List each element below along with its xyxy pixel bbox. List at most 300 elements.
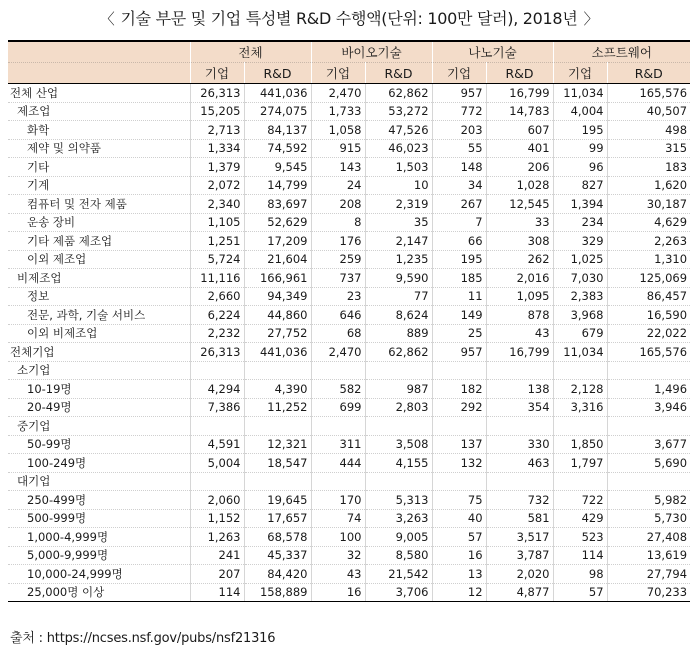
cell-rnd: 2,263: [607, 232, 690, 251]
cell-rnd: 5,730: [607, 509, 690, 528]
subheader-firms: 기업: [553, 63, 607, 84]
row-label: 50-99명: [8, 435, 190, 454]
cell-rnd: 5,690: [607, 454, 690, 473]
row-label: 소기업: [8, 361, 190, 380]
cell-rnd: 987: [365, 380, 432, 399]
table-row: [8, 491, 690, 510]
cell-firms: 699: [311, 398, 365, 417]
cell-firms: 176: [311, 232, 365, 251]
table-row: [8, 102, 690, 121]
group-header-software: 소프트웨어: [553, 41, 690, 63]
cell-firms: 40: [432, 509, 486, 528]
cell-rnd: 8,624: [365, 306, 432, 325]
cell-firms: 646: [311, 306, 365, 325]
cell-rnd: 401: [486, 139, 553, 158]
cell-rnd: 30,187: [607, 195, 690, 214]
cell-firms: 16: [311, 583, 365, 602]
cell-rnd: 10: [365, 176, 432, 195]
table-row: [8, 195, 690, 214]
cell-firms: 3,316: [553, 398, 607, 417]
cell-firms: 679: [553, 324, 607, 343]
table-row: [8, 213, 690, 232]
cell-firms: 957: [432, 343, 486, 362]
subheader-firms: 기업: [432, 63, 486, 84]
cell-rnd: 3,517: [486, 528, 553, 547]
row-label: 이외 제조업: [8, 250, 190, 269]
cell-rnd: 21,604: [244, 250, 311, 269]
cell-firms: 132: [432, 454, 486, 473]
cell-firms: 100: [311, 528, 365, 547]
table-row: [8, 269, 690, 288]
row-label: 컴퓨터 및 전자 제품: [8, 195, 190, 214]
cell-firms: 4,591: [190, 435, 244, 454]
cell-rnd: 70,233: [607, 583, 690, 602]
row-label: 20-49명: [8, 398, 190, 417]
cell-rnd: 40,507: [607, 102, 690, 121]
cell-firms: 114: [553, 546, 607, 565]
subheader-rnd: R&D: [486, 63, 553, 84]
cell-rnd: 9,005: [365, 528, 432, 547]
cell-firms: 6,224: [190, 306, 244, 325]
cell-rnd: 84,137: [244, 121, 311, 140]
row-label: 100-249명: [8, 454, 190, 473]
table-row: [8, 380, 690, 399]
cell-rnd: 165,576: [607, 343, 690, 362]
row-label: 기계: [8, 176, 190, 195]
cell-firms: 26,313: [190, 84, 244, 103]
cell-firms: 523: [553, 528, 607, 547]
cell-firms: 203: [432, 121, 486, 140]
cell-rnd: 53,272: [365, 102, 432, 121]
row-label: 비제조업: [8, 269, 190, 288]
cell-rnd: 68,578: [244, 528, 311, 547]
cell-rnd: 62,862: [365, 343, 432, 362]
table-row: [8, 250, 690, 269]
cell-firms: 2,232: [190, 324, 244, 343]
cell-firms: 195: [432, 250, 486, 269]
cell-firms: 1,105: [190, 213, 244, 232]
cell-firms: 13: [432, 565, 486, 584]
cell-rnd: [486, 361, 553, 380]
cell-firms: 2,060: [190, 491, 244, 510]
cell-firms: 195: [553, 121, 607, 140]
cell-firms: 15,205: [190, 102, 244, 121]
cell-firms: 582: [311, 380, 365, 399]
cell-rnd: 27,408: [607, 528, 690, 547]
row-label: 10-19명: [8, 380, 190, 399]
cell-firms: 444: [311, 454, 365, 473]
cell-rnd: 3,677: [607, 435, 690, 454]
cell-rnd: [365, 361, 432, 380]
cell-rnd: 166,961: [244, 269, 311, 288]
cell-rnd: 1,235: [365, 250, 432, 269]
cell-firms: [432, 472, 486, 491]
table-row: [8, 361, 690, 380]
cell-rnd: 138: [486, 380, 553, 399]
cell-rnd: [607, 361, 690, 380]
cell-rnd: 74,592: [244, 139, 311, 158]
cell-rnd: 607: [486, 121, 553, 140]
row-label: 25,000명 이상: [8, 583, 190, 602]
cell-rnd: 2,147: [365, 232, 432, 251]
cell-firms: 5,724: [190, 250, 244, 269]
cell-rnd: 1,310: [607, 250, 690, 269]
cell-rnd: 1,503: [365, 158, 432, 177]
row-label: 정보: [8, 287, 190, 306]
subheader-rnd: R&D: [365, 63, 432, 84]
cell-firms: 182: [432, 380, 486, 399]
cell-firms: [311, 472, 365, 491]
table-body: [8, 84, 690, 602]
cell-rnd: 21,542: [365, 565, 432, 584]
table-row: [8, 139, 690, 158]
row-label: 화학: [8, 121, 190, 140]
cell-firms: 34: [432, 176, 486, 195]
cell-rnd: 308: [486, 232, 553, 251]
cell-firms: [553, 417, 607, 436]
cell-rnd: 158,889: [244, 583, 311, 602]
cell-firms: 2,713: [190, 121, 244, 140]
row-label: 전문, 과학, 기술 서비스: [8, 306, 190, 325]
cell-rnd: [607, 417, 690, 436]
cell-rnd: 86,457: [607, 287, 690, 306]
cell-firms: 329: [553, 232, 607, 251]
cell-rnd: 18,547: [244, 454, 311, 473]
cell-rnd: [244, 417, 311, 436]
cell-rnd: 46,023: [365, 139, 432, 158]
subheader-rnd: R&D: [244, 63, 311, 84]
cell-rnd: 441,036: [244, 84, 311, 103]
cell-firms: [311, 417, 365, 436]
cell-firms: 2,470: [311, 343, 365, 362]
cell-firms: 259: [311, 250, 365, 269]
table-row: [8, 84, 690, 103]
cell-rnd: 77: [365, 287, 432, 306]
cell-firms: 26,313: [190, 343, 244, 362]
subheader-firms: 기업: [311, 63, 365, 84]
cell-rnd: 17,657: [244, 509, 311, 528]
cell-rnd: 5,313: [365, 491, 432, 510]
cell-rnd: 165,576: [607, 84, 690, 103]
cell-firms: 149: [432, 306, 486, 325]
cell-rnd: 19,645: [244, 491, 311, 510]
cell-firms: 11,116: [190, 269, 244, 288]
table-row: [8, 121, 690, 140]
cell-rnd: 84,420: [244, 565, 311, 584]
cell-firms: 429: [553, 509, 607, 528]
cell-rnd: [607, 472, 690, 491]
table-title: [0, 6, 698, 32]
cell-rnd: 274,075: [244, 102, 311, 121]
cell-rnd: [244, 472, 311, 491]
cell-firms: 148: [432, 158, 486, 177]
cell-firms: 99: [553, 139, 607, 158]
cell-rnd: 354: [486, 398, 553, 417]
cell-rnd: 43: [486, 324, 553, 343]
cell-firms: [190, 361, 244, 380]
cell-firms: 1,733: [311, 102, 365, 121]
table-row: [8, 583, 690, 602]
cell-rnd: 463: [486, 454, 553, 473]
header-corner: [8, 41, 190, 63]
cell-firms: [432, 361, 486, 380]
cell-firms: 16: [432, 546, 486, 565]
cell-firms: 11,034: [553, 343, 607, 362]
row-label: 이외 비제조업: [8, 324, 190, 343]
title-text: 기술 부문 및 기업 특성별 R&D 수행액(단위: 100만 달러), 2018년: [120, 9, 578, 28]
cell-rnd: [365, 417, 432, 436]
cell-firms: 292: [432, 398, 486, 417]
cell-rnd: 8,580: [365, 546, 432, 565]
cell-rnd: 13,619: [607, 546, 690, 565]
cell-rnd: 12,545: [486, 195, 553, 214]
cell-rnd: 4,877: [486, 583, 553, 602]
cell-rnd: 44,860: [244, 306, 311, 325]
cell-rnd: 889: [365, 324, 432, 343]
cell-firms: 2,470: [311, 84, 365, 103]
row-label: 기타 제품 제조업: [8, 232, 190, 251]
cell-firms: 57: [432, 528, 486, 547]
cell-firms: 11,034: [553, 84, 607, 103]
cell-firms: [553, 361, 607, 380]
cell-rnd: 4,155: [365, 454, 432, 473]
cell-firms: 207: [190, 565, 244, 584]
table-row: [8, 417, 690, 436]
cell-firms: 2,660: [190, 287, 244, 306]
cell-firms: 1,797: [553, 454, 607, 473]
cell-firms: 23: [311, 287, 365, 306]
subheader-rnd: R&D: [607, 63, 690, 84]
cell-firms: 957: [432, 84, 486, 103]
cell-rnd: 262: [486, 250, 553, 269]
cell-firms: 3,968: [553, 306, 607, 325]
table-row: [8, 509, 690, 528]
row-label: 전체 산업: [8, 84, 190, 103]
cell-rnd: 4,390: [244, 380, 311, 399]
cell-firms: 827: [553, 176, 607, 195]
row-label: 기타: [8, 158, 190, 177]
cell-rnd: 3,508: [365, 435, 432, 454]
cell-rnd: [244, 361, 311, 380]
title-bracket-right: 〉: [583, 10, 599, 28]
cell-firms: 7,386: [190, 398, 244, 417]
cell-rnd: 2,319: [365, 195, 432, 214]
table-row: [8, 454, 690, 473]
cell-rnd: 11,252: [244, 398, 311, 417]
cell-rnd: 9,545: [244, 158, 311, 177]
cell-firms: [553, 472, 607, 491]
cell-firms: 2,128: [553, 380, 607, 399]
cell-firms: [190, 472, 244, 491]
cell-rnd: 3,946: [607, 398, 690, 417]
cell-rnd: 52,629: [244, 213, 311, 232]
cell-firms: 143: [311, 158, 365, 177]
cell-firms: 7,030: [553, 269, 607, 288]
table-row: [8, 546, 690, 565]
cell-firms: 43: [311, 565, 365, 584]
cell-rnd: 4,629: [607, 213, 690, 232]
cell-rnd: 581: [486, 509, 553, 528]
cell-firms: [311, 361, 365, 380]
cell-rnd: 47,526: [365, 121, 432, 140]
group-header-bio: 바이오기술: [311, 41, 432, 63]
cell-rnd: 1,620: [607, 176, 690, 195]
cell-firms: 2,340: [190, 195, 244, 214]
cell-firms: 1,263: [190, 528, 244, 547]
cell-firms: [190, 417, 244, 436]
table-row: [8, 435, 690, 454]
cell-rnd: 12,321: [244, 435, 311, 454]
cell-rnd: 27,794: [607, 565, 690, 584]
cell-firms: 234: [553, 213, 607, 232]
cell-firms: 66: [432, 232, 486, 251]
cell-rnd: 3,706: [365, 583, 432, 602]
cell-rnd: 27,752: [244, 324, 311, 343]
cell-firms: 170: [311, 491, 365, 510]
cell-rnd: 9,590: [365, 269, 432, 288]
table-row: [8, 287, 690, 306]
row-label: 제약 및 의약품: [8, 139, 190, 158]
table-row: [8, 398, 690, 417]
cell-firms: 1,058: [311, 121, 365, 140]
table-row: [8, 176, 690, 195]
table-row: [8, 158, 690, 177]
cell-rnd: 498: [607, 121, 690, 140]
row-label: 대기업: [8, 472, 190, 491]
cell-firms: 98: [553, 565, 607, 584]
subheader-firms: 기업: [190, 63, 244, 84]
cell-firms: 8: [311, 213, 365, 232]
cell-firms: 4,294: [190, 380, 244, 399]
row-label: 500-999명: [8, 509, 190, 528]
cell-rnd: 45,337: [244, 546, 311, 565]
cell-rnd: 206: [486, 158, 553, 177]
cell-rnd: 62,862: [365, 84, 432, 103]
cell-rnd: 441,036: [244, 343, 311, 362]
table-row: [8, 306, 690, 325]
cell-rnd: 732: [486, 491, 553, 510]
header-corner-2: [8, 63, 190, 84]
cell-firms: 2,072: [190, 176, 244, 195]
cell-firms: 1,152: [190, 509, 244, 528]
cell-rnd: 17,209: [244, 232, 311, 251]
cell-rnd: 94,349: [244, 287, 311, 306]
cell-rnd: 35: [365, 213, 432, 232]
group-header-total: 전체: [190, 41, 311, 63]
cell-firms: [432, 417, 486, 436]
cell-firms: 74: [311, 509, 365, 528]
cell-firms: 1,251: [190, 232, 244, 251]
cell-firms: 1,025: [553, 250, 607, 269]
cell-rnd: 125,069: [607, 269, 690, 288]
row-label: 제조업: [8, 102, 190, 121]
cell-firms: 1,394: [553, 195, 607, 214]
cell-firms: 55: [432, 139, 486, 158]
row-label: 중기업: [8, 417, 190, 436]
cell-firms: 137: [432, 435, 486, 454]
source-note: 출처 : https://ncses.nsf.gov/pubs/nsf21316: [10, 631, 276, 646]
cell-rnd: 1,028: [486, 176, 553, 195]
cell-firms: 68: [311, 324, 365, 343]
cell-rnd: 14,799: [244, 176, 311, 195]
cell-rnd: 1,095: [486, 287, 553, 306]
cell-firms: 7: [432, 213, 486, 232]
cell-firms: 24: [311, 176, 365, 195]
title-bracket-left: 〈: [99, 10, 115, 28]
cell-rnd: 16,799: [486, 84, 553, 103]
cell-rnd: 16,590: [607, 306, 690, 325]
cell-firms: 5,004: [190, 454, 244, 473]
cell-firms: 311: [311, 435, 365, 454]
cell-rnd: 330: [486, 435, 553, 454]
cell-rnd: 2,803: [365, 398, 432, 417]
cell-rnd: 33: [486, 213, 553, 232]
row-label: 10,000-24,999명: [8, 565, 190, 584]
cell-rnd: 5,982: [607, 491, 690, 510]
cell-firms: 772: [432, 102, 486, 121]
cell-firms: 11: [432, 287, 486, 306]
cell-firms: 737: [311, 269, 365, 288]
cell-firms: 4,004: [553, 102, 607, 121]
cell-rnd: [486, 417, 553, 436]
table-row: [8, 472, 690, 491]
table-row: [8, 324, 690, 343]
cell-firms: 57: [553, 583, 607, 602]
cell-firms: 32: [311, 546, 365, 565]
cell-rnd: 878: [486, 306, 553, 325]
cell-rnd: 2,016: [486, 269, 553, 288]
cell-rnd: 83,697: [244, 195, 311, 214]
cell-firms: 1,850: [553, 435, 607, 454]
table-row: [8, 232, 690, 251]
cell-rnd: 1,496: [607, 380, 690, 399]
cell-firms: 1,379: [190, 158, 244, 177]
cell-firms: 722: [553, 491, 607, 510]
cell-firms: 915: [311, 139, 365, 158]
row-label: 250-499명: [8, 491, 190, 510]
rnd-table: [8, 40, 690, 602]
row-label: 전체기업: [8, 343, 190, 362]
cell-rnd: 16,799: [486, 343, 553, 362]
cell-firms: 114: [190, 583, 244, 602]
cell-rnd: 3,787: [486, 546, 553, 565]
cell-firms: 75: [432, 491, 486, 510]
cell-rnd: 22,022: [607, 324, 690, 343]
row-label: 5,000-9,999명: [8, 546, 190, 565]
cell-rnd: 2,020: [486, 565, 553, 584]
cell-rnd: 14,783: [486, 102, 553, 121]
table-row: [8, 528, 690, 547]
table-row: [8, 565, 690, 584]
cell-firms: 267: [432, 195, 486, 214]
cell-firms: 1,334: [190, 139, 244, 158]
cell-firms: 12: [432, 583, 486, 602]
cell-firms: 208: [311, 195, 365, 214]
row-label: 1,000-4,999명: [8, 528, 190, 547]
cell-firms: 25: [432, 324, 486, 343]
cell-firms: 185: [432, 269, 486, 288]
group-header-nano: 나노기술: [432, 41, 553, 63]
table-row: [8, 343, 690, 362]
cell-firms: 96: [553, 158, 607, 177]
cell-rnd: 3,263: [365, 509, 432, 528]
cell-rnd: 183: [607, 158, 690, 177]
cell-firms: 241: [190, 546, 244, 565]
table-header: [8, 41, 690, 84]
cell-rnd: [486, 472, 553, 491]
row-label: 운송 장비: [8, 213, 190, 232]
cell-firms: 2,383: [553, 287, 607, 306]
